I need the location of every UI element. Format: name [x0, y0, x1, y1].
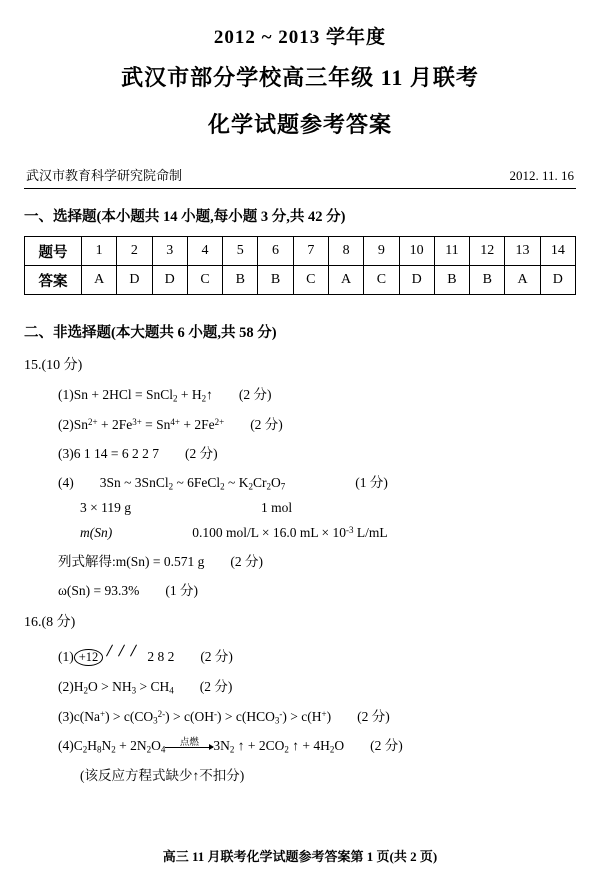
q16-l2-sub2: 3: [131, 685, 137, 696]
q16-l3-sup4: -: [279, 709, 283, 720]
byline-row: [24, 165, 576, 188]
q16-l4-sub2: 8: [97, 744, 102, 755]
question-16-line-1: [24, 645, 576, 666]
question-15-line-2: [24, 413, 576, 433]
q16-l1-prefix: (1): [58, 649, 74, 665]
question-15-label: 15.(10 分): [24, 358, 83, 373]
question-number-cell: 12: [470, 237, 505, 266]
q15-l5-right: 1 mol: [261, 500, 293, 516]
q16-l3-sub2: 3: [274, 715, 280, 726]
answer-cell: B: [434, 266, 469, 295]
q15-l2-score: (2 分): [250, 416, 283, 432]
answer-cell: B: [223, 266, 258, 295]
q15-l2-a: (2)Sn: [58, 416, 88, 432]
table-head-answer: 答案: [25, 266, 82, 295]
q16-l2-b: O > NH: [88, 679, 132, 695]
q15-l6-sup: -3: [345, 525, 354, 536]
q15-l1-sub2: 2: [201, 393, 207, 404]
header-line-3: 化学试题参考答案: [207, 112, 392, 137]
q15-l4-c: ~ 6FeCl: [173, 474, 221, 490]
q15-l3-text: (3)6 1 14 = 6 2 2 7: [58, 445, 159, 461]
q15-l8-score: (1 分): [165, 583, 198, 599]
question-16-line-4: [24, 734, 576, 755]
q15-l4-b: 3Sn ~ 3SnCl: [99, 474, 169, 490]
q15-l4-score: (1 分): [355, 474, 388, 490]
q16-l4-f: 3N: [213, 738, 230, 754]
reaction-condition-label: 点燃: [179, 737, 199, 748]
q15-l2-sup2: 3+: [132, 416, 142, 427]
answer-cell: C: [187, 266, 222, 295]
q16-l4-sub6: 2: [229, 744, 235, 755]
question-15-line-1: [24, 383, 576, 404]
q15-l1-mid: + H: [177, 387, 202, 402]
question-16-line-2: [24, 675, 576, 696]
question-15-line-5: [24, 500, 576, 516]
q16-l3-sub1: 3: [153, 715, 158, 726]
q16-l4-e: O: [151, 738, 161, 754]
q16-l4-a: (4)C: [58, 738, 83, 754]
answer-cell: D: [540, 266, 575, 295]
q15-l4-d: ~ K: [224, 474, 249, 490]
q16-l3-sup5: +: [321, 709, 327, 720]
q16-l4-b: H: [87, 738, 97, 754]
q15-l6-left: m(Sn): [80, 525, 113, 541]
q15-l2-d: + 2Fe: [179, 416, 215, 432]
question-number-cell: 11: [434, 237, 469, 266]
section-1-heading: 一、选择题(本小题共 14 小题,每小题 3 分,共 42 分): [24, 209, 346, 225]
question-number-cell: 1: [82, 237, 117, 266]
q16-l4-sub5: 4: [160, 744, 166, 755]
answer-cell: B: [470, 266, 505, 295]
question-number-cell: 3: [152, 237, 187, 266]
q15-l2-sup4: 2+: [214, 416, 225, 427]
q16-l4-sub7: 2: [284, 744, 289, 755]
answer-cell: A: [505, 266, 540, 295]
header-line-1: 2012 ~ 2013 学年度: [213, 27, 387, 48]
question-number-cell: 10: [399, 237, 434, 266]
q16-l3-sup1: +: [99, 709, 106, 720]
q15-l2-sup1: 2+: [88, 416, 98, 427]
q15-l2-c: = Sn: [141, 416, 171, 432]
q15-l4-sub5: 7: [280, 481, 286, 492]
question-number-cell: 14: [540, 237, 575, 266]
q16-l2-sub1: 2: [83, 685, 88, 696]
question-16-label: 16.(8 分): [24, 615, 76, 631]
answer-cell: D: [152, 266, 187, 295]
question-15-line-6: [24, 525, 576, 541]
answer-cell: C: [293, 266, 328, 295]
date-text: 2012. 11. 16: [509, 168, 574, 183]
q15-l5-left: 3 × 119 g: [80, 500, 131, 516]
q15-l1-score: (2 分): [238, 387, 272, 402]
q16-l4-d: + 2N: [115, 738, 147, 754]
section-2-heading: 二、非选择题(本大题共 6 小题,共 58 分): [24, 325, 277, 341]
question-15-line-3: [24, 442, 576, 462]
page-footer: 高三 11 月联考化学试题参考答案第 1 页(共 2 页): [162, 849, 438, 864]
q16-l4-sub8: 2: [329, 744, 335, 755]
q15-l2-b: + 2Fe: [97, 416, 133, 432]
nucleus-charge-circle: +12: [74, 649, 104, 666]
q16-l3-a: (3)c(Na: [58, 708, 100, 724]
answer-cell: A: [328, 266, 363, 295]
q16-l3-score: (2 分): [357, 708, 390, 724]
q15-l7-score: (2 分): [230, 554, 263, 570]
q15-l4-f: O: [270, 474, 281, 490]
q16-l3-sup3: -: [214, 709, 218, 720]
answer-cell: D: [399, 266, 434, 295]
q15-l1-prefix: (1)Sn + 2HCl = SnCl: [58, 387, 173, 402]
electron-shell-lines-icon: [103, 651, 147, 665]
q16-l2-c: > CH: [136, 679, 170, 695]
q16-l4-i: O: [334, 738, 345, 754]
q15-l1-arrow: ↑: [206, 387, 213, 402]
question-15-line-8: [24, 579, 576, 599]
question-number-cell: 5: [223, 237, 258, 266]
question-15-line-7: [24, 550, 576, 570]
q16-l3-sup2: 2-: [157, 709, 166, 720]
q16-l4-c: N: [101, 738, 112, 754]
question-16-line-3: [24, 705, 576, 726]
question-number-cell: 6: [258, 237, 293, 266]
question-number-cell: 13: [505, 237, 540, 266]
question-15-line-4: [24, 471, 576, 492]
q15-l6-right-b: L/mL: [353, 525, 388, 541]
q15-l2-sup3: 4+: [170, 416, 180, 427]
q16-l3-f: ): [326, 708, 332, 724]
q15-l1-sub1: 2: [173, 393, 178, 404]
answer-cell: D: [117, 266, 152, 295]
q16-l3-c: ) > c(OH: [165, 708, 215, 724]
question-number-cell: 7: [293, 237, 328, 266]
q16-l4-score: (2 分): [370, 738, 403, 754]
q16-l2-sub3: 4: [169, 685, 174, 696]
q15-l7-text: 列式解得:m(Sn) = 0.571 g: [58, 554, 205, 570]
q15-l4-sub2: 2: [220, 481, 225, 492]
answer-cell: A: [82, 266, 117, 295]
q15-l4-a: (4): [58, 474, 74, 490]
question-number-cell: 2: [117, 237, 152, 266]
q16-l1-shells: 2 8 2: [147, 649, 175, 665]
header-line-2: 武汉市部分学校高三年级 11 月联考: [121, 65, 479, 90]
q15-l4-sub1: 2: [168, 481, 174, 492]
q16-l4-sub3: 2: [111, 744, 116, 755]
question-16-line-5: (该反应方程式缺少↑不扣分): [80, 767, 245, 783]
table-row-answers: [25, 266, 576, 295]
header-divider: [24, 188, 576, 189]
author-text: 武汉市教育科学研究院命制: [26, 168, 183, 183]
q15-l4-e: Cr: [252, 474, 267, 490]
q16-l4-sub4: 2: [146, 744, 152, 755]
q15-l4-sub4: 2: [266, 481, 271, 492]
table-head-question: 题号: [25, 237, 82, 266]
q16-l4-g: ↑ + 2CO: [234, 738, 285, 754]
question-number-cell: 4: [187, 237, 222, 266]
q15-l8-a: ω(Sn) = 93.3%: [58, 583, 140, 599]
answer-cell: B: [258, 266, 293, 295]
table-row-question-numbers: [25, 237, 576, 266]
q16-l4-sub1: 2: [82, 744, 88, 755]
question-number-cell: 9: [364, 237, 399, 266]
q16-l4-h: ↑ + 4H: [288, 738, 330, 754]
q16-l1-score: (2 分): [200, 649, 233, 665]
q15-l4-sub3: 2: [248, 481, 253, 492]
question-number-cell: 8: [328, 237, 363, 266]
reaction-arrow-icon: [165, 737, 213, 748]
q16-l3-e: ) > c(H: [282, 708, 322, 724]
q15-l6-right-a: 0.100 mol/L × 16.0 mL × 10: [192, 525, 346, 541]
q16-l2-a: (2)H: [58, 679, 84, 695]
q15-l3-score: (2 分): [184, 445, 218, 461]
q16-l3-b: ) > c(CO: [105, 708, 154, 724]
q16-l2-score: (2 分): [199, 679, 233, 695]
q16-l3-d: ) > c(HCO: [217, 708, 275, 724]
answer-cell: C: [364, 266, 399, 295]
answer-table: [24, 236, 576, 295]
